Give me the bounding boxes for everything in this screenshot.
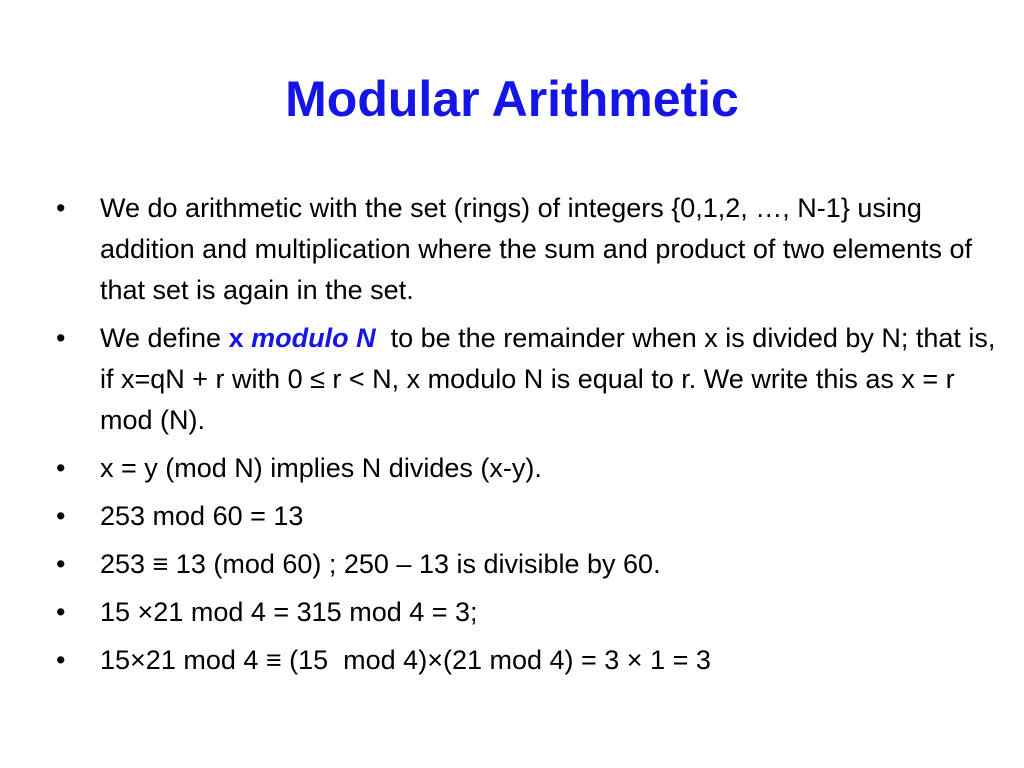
bullet-text: We do arithmetic with the set (rings) of integers {0,1,2, …, N-1} using addition and multiplication where the sum and product of two elements of that set is again in the set. (100, 193, 973, 305)
bullet-icon: • (56, 193, 66, 223)
highlighted-term (229, 323, 376, 353)
bullet-text: 15×21 mod 4 ≡ (15 mod 4)×(21 mod 4) = 3 × 1 = 3 (100, 645, 711, 675)
bullet-item-2 (56, 318, 1006, 441)
bullet-icon: • (56, 645, 66, 675)
bullet-icon: • (56, 597, 66, 627)
bullet-list (56, 188, 1006, 688)
bullet-text-post: to be the remainder when x is divided by N; that is, if x=qN + r with 0 ≤ r < N, x modulo N is equal to r. We write this as x = r mod (N). (100, 323, 1003, 435)
bullet-text (100, 318, 1006, 441)
bullet-icon: • (56, 453, 66, 483)
bullet-icon: • (56, 501, 66, 531)
bullet-text: x = y (mod N) implies N divides (x-y). (100, 453, 542, 483)
bullet-item-4 (56, 496, 1006, 537)
bullet-item-1 (56, 188, 1006, 311)
highlighted-term-modulo: modulo N (251, 323, 376, 353)
bullet-icon: • (56, 549, 66, 579)
slide-title: Modular Arithmetic (285, 71, 739, 127)
bullet-item-6 (56, 592, 1006, 633)
bullet-icon: • (56, 323, 66, 353)
bullet-text: 15 ×21 mod 4 = 315 mod 4 = 3; (100, 597, 478, 627)
bullet-text: 253 ≡ 13 (mod 60) ; 250 – 13 is divisible by 60. (100, 549, 661, 579)
bullet-text-pre: We define (100, 323, 229, 353)
bullet-item-3 (56, 448, 1006, 489)
bullet-text: 253 mod 60 = 13 (100, 501, 304, 531)
highlighted-term-x: x (228, 323, 252, 353)
bullet-item-5 (56, 544, 1006, 585)
bullet-item-7 (56, 640, 1006, 681)
